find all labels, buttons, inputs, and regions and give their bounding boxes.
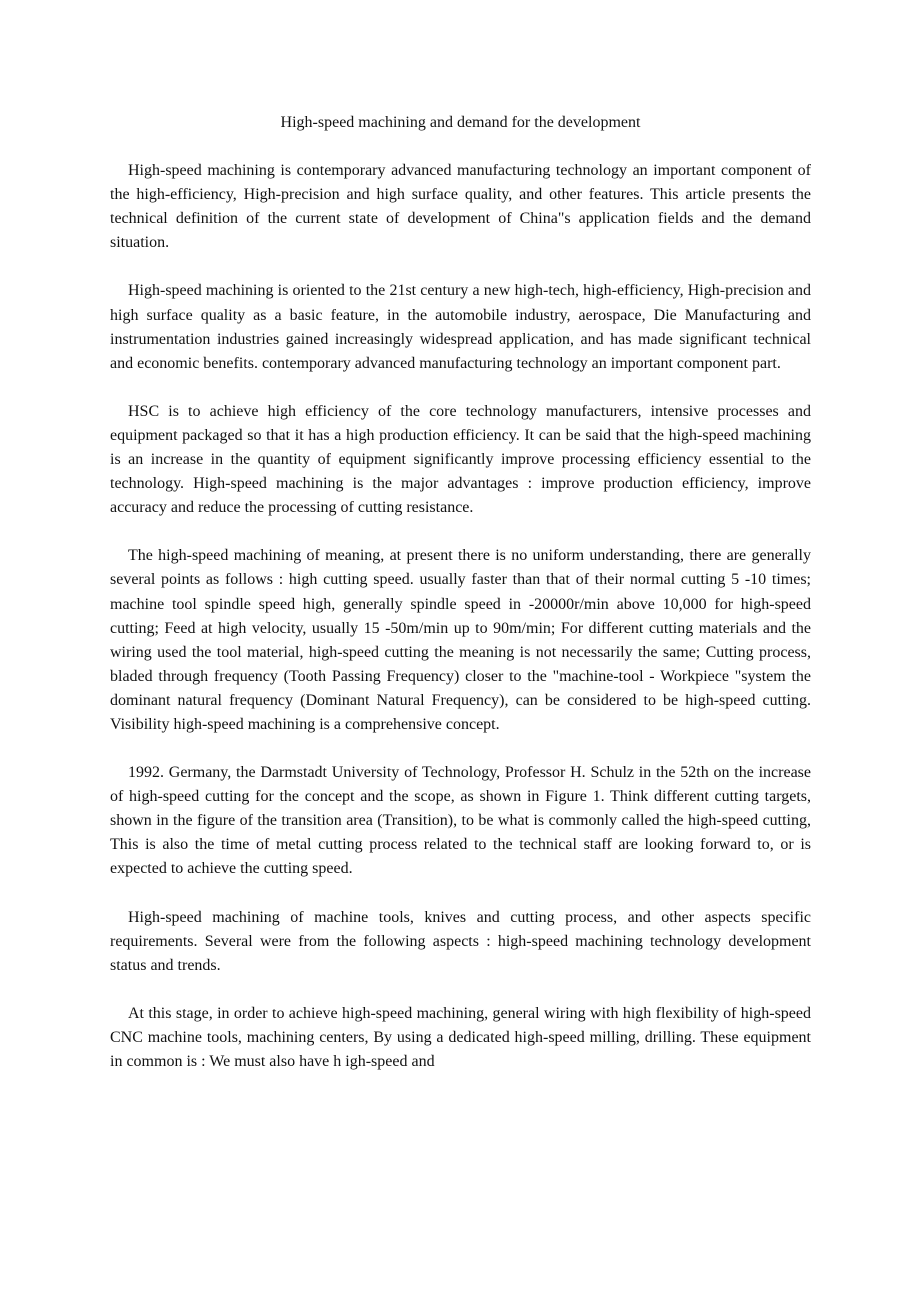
- paragraph-5: 1992. Germany, the Darmstadt University of Technology, Professor H. Schulz in the 52th on the increase of high-speed cutting for the concept and the scope, as shown in Figure 1. Think different cutting targets, shown in the figure of the transition area (Transition), to be what is commonly called the high-speed cutting, This is also the time of metal cutting process related to the technical staff are looking forward to, or is expected to achieve the cutting speed.: [110, 764, 811, 878]
- paragraph-4: The high-speed machining of meaning, at present there is no uniform understanding, there are generally several points as follows : high cutting speed. usually faster than that of their normal cutting 5 -10 times; machine tool spindle speed high, generally spindle speed in -20000r/min above 10,000 for high-speed cutting; Feed at high velocity, usually 15 -50m/min up to 90m/min; For different cutting materials and the wiring used the tool material, high-speed cutting the meaning is not necessarily the same; Cutting process, bladed through frequency (Tooth Passing Frequency) closer to the "machine-tool - Workpiece "system the dominant natural frequency (Dominant Natural Frequency), can be considered to be high-speed cutting. Visibility high-speed machining is a comprehensive concept.: [110, 547, 811, 733]
- document-title: High-speed machining and demand for the development: [280, 114, 641, 131]
- paragraph-2: High-speed machining is oriented to the 21st century a new high-tech, high-efficiency, High-precision and high surface quality as a basic feature, in the automobile industry, aerospace, Die Manufacturing and instrumentation industries gained increasingly widespread application, and has made significant technical and economic benefits. contemporary advanced manufacturing technology an important component part.: [110, 282, 811, 372]
- document-page: [110, 111, 811, 1074]
- paragraph-6: High-speed machining of machine tools, knives and cutting process, and other aspects specific requirements. Several were from the following aspects : high-speed machining technology development status and trends.: [110, 908, 811, 974]
- paragraph-7: At this stage, in order to achieve high-speed machining, general wiring with high flexibility of high-speed CNC machine tools, machining centers, By using a dedicated high-speed milling, drilling. These equipment in common is : We must also have h igh-speed and: [110, 1004, 811, 1070]
- paragraph-3: HSC is to achieve high efficiency of the core technology manufacturers, intensive processes and equipment packaged so that it has a high production efficiency. It can be said that the high-speed machining is an increase in the quantity of equipment significantly improve processing efficiency essential to the technology. High-speed machining is the major advantages : improve production efficiency, improve accuracy and reduce the processing of cutting resistance.: [110, 402, 811, 517]
- paragraph-1: High-speed machining is contemporary advanced manufacturing technology an important component of the high-efficiency, High-precision and high surface quality, and other features. This article presents the technical definition of the current state of development of China"s application fields and the demand situation.: [110, 162, 811, 252]
